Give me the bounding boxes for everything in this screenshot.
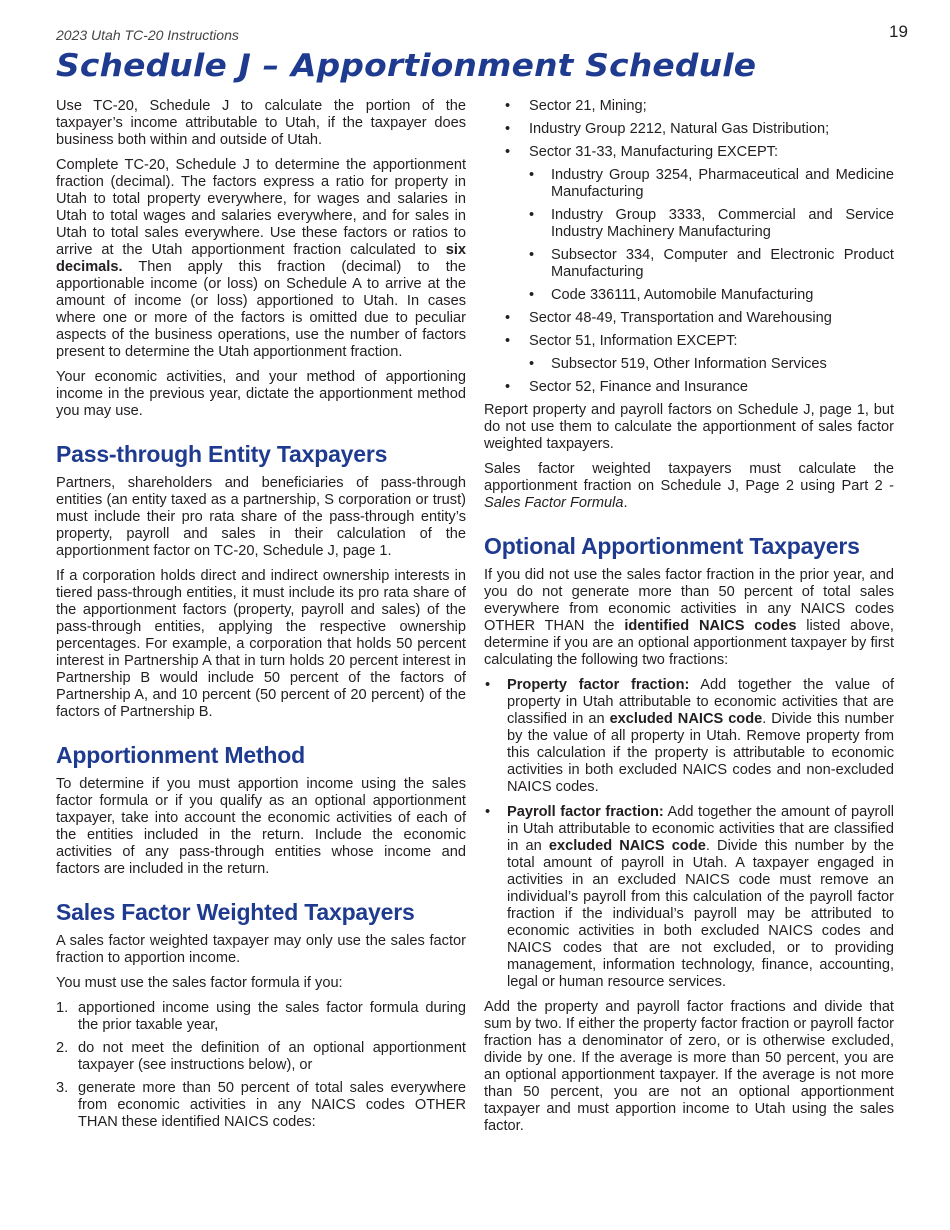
property-factor-item: • Property factor fraction: Add together the value of property in Utah attributable to economic activities that are classified in an excluded NAICS code. Divide this number by the value of all property in Utah. Remove property from this calculation if the property is attributable to economic activities in both excluded NAICS codes and non-excluded NAICS codes. — [484, 677, 894, 796]
report-paragraph-1: Report property and payroll factors on Schedule J, page 1, but do not use them to calculate the apportionment of sales factor weighted taxpayers. — [484, 402, 894, 452]
intro-paragraph-2: Complete TC-20, Schedule J to determine the apportionment fraction (decimal). The factors express a ratio for property in Utah to total property everywhere, for wages and salaries in Utah to total wages and salaries everywhere, and for sales in Utah to total sales everywhere. Use these factors or ratios to arrive at the Utah apportionment fraction calculated to six decimals. Then apply this fraction (decimal) to the apportionable income (or loss) on Schedule A to arrive at the amount of income (or loss) apportioned to Utah. In cases where one or more of the factors is omitted due to peculiar aspects of the business operations, use the number of factors present to determine the Utah apportionment fraction. — [56, 157, 466, 360]
list-item: • Subsector 519, Other Information Services — [484, 356, 894, 373]
list-item: • Subsector 334, Computer and Electronic Product Manufacturing — [484, 247, 894, 281]
sales-factor-conditions — [56, 1000, 466, 1131]
list-item: • Sector 51, Information EXCEPT: — [484, 333, 894, 350]
list-item: • Industry Group 3254, Pharmaceutical and Medicine Manufacturing — [484, 167, 894, 201]
page-title: Schedule J – Apportionment Schedule — [56, 48, 757, 84]
optional-paragraph-last: Add the property and payroll factor fractions and divide that sum by two. If either the property factor fraction or payroll factor fraction has a denominator of zero, or is otherwise excluded, divide by one. If the average is more than 50 percent, you are an optional apportionment taxpayer. If the average is not more than 50 percent, you are not an optional apportionment taxpayer and must apportion income to Utah using the sales factor. — [484, 999, 894, 1134]
list-item: 2. do not meet the definition of an optional apportionment taxpayer (see instructions below), or — [56, 1040, 466, 1073]
list-item: • Sector 48-49, Transportation and Warehousing — [484, 310, 894, 327]
pass-through-heading: Pass-through Entity Taxpayers — [56, 441, 388, 467]
payroll-factor-item: • Payroll factor fraction: Add together the amount of payroll in Utah attributable to economic activities that are classified in an excluded NAICS code. Divide this number by the total amount of payroll in Utah. A taxpayer engaged in activities in an excluded NAICS code must remove an individual’s payroll from this calculation of the payroll factor fraction if the individual’s payroll may be attributed to economic activities in both excluded NAICS codes and NAICS codes that are not excluded, or to providing management, information technology, finance, accounting, legal or human resource services. — [484, 804, 894, 991]
naics-code-list — [484, 98, 894, 396]
intro-paragraph-3: Your economic activities, and your method of apportioning income in the previous year, dictate the apportionment method you may use. — [56, 369, 466, 419]
list-item: • Industry Group 2212, Natural Gas Distribution; — [484, 121, 894, 138]
page-number: 19 — [889, 22, 908, 41]
left-column — [56, 98, 466, 1137]
pass-through-paragraph-2: If a corporation holds direct and indirect ownership interests in tiered pass-through entities, it must include its pro rata share of the apportionment factors (property, payroll and sales) of the pass-through entities, applying the respective ownership percentages. For example, a corporation that holds 50 percent interest in Partnership A that in turn holds 20 percent interest in Partnership B would include 50 percent of the factors of Partnership A, and 10 percent (50 percent of 20 percent) of the factors of Partnership B. — [56, 568, 466, 720]
apportionment-method-heading: Apportionment Method — [56, 742, 305, 768]
list-item: • Sector 21, Mining; — [484, 98, 894, 115]
fraction-list — [484, 677, 894, 991]
right-column — [484, 98, 894, 1143]
list-item: 3. generate more than 50 percent of total sales everywhere from economic activities in any NAICS codes OTHER THAN these identified NAICS codes: — [56, 1080, 466, 1130]
document-header: 2023 Utah TC-20 Instructions — [56, 27, 239, 43]
sales-factor-paragraph-2: You must use the sales factor formula if you: — [56, 975, 343, 991]
report-paragraph-2: Sales factor weighted taxpayers must calculate the apportionment fraction on Schedule J, Page 2 using Part 2 - Sales Factor Formula. — [484, 461, 894, 511]
optional-paragraph-1: If you did not use the sales factor fraction in the prior year, and you do not generate more than 50 percent of total sales everywhere from economic activities in any NAICS codes OTHER THAN the identified NAICS codes listed above, determine if you are an optional apportionment taxpayer by first calculating the following two fractions: — [484, 567, 894, 668]
sales-factor-heading: Sales Factor Weighted Taxpayers — [56, 899, 415, 925]
pass-through-paragraph-1: Partners, shareholders and beneficiaries of pass-through entities (an entity taxed as a partnership, S corporation or trust) must include their pro rata share of the pass-through entity’s property, payroll and sales in their calculation of the apportionment factor on TC-20, Schedule J, page 1. — [56, 475, 466, 559]
list-item: • Sector 31-33, Manufacturing EXCEPT: — [484, 144, 894, 161]
optional-apportionment-heading: Optional Apportionment Taxpayers — [484, 533, 860, 559]
six-decimals-emphasis: six decimals. — [56, 242, 466, 275]
sales-factor-paragraph-1: A sales factor weighted taxpayer may only use the sales factor fraction to apportion income. — [56, 933, 466, 966]
intro-paragraph-1: Use TC-20, Schedule J to calculate the portion of the taxpayer’s income attributable to Utah, if the taxpayer does business both within and outside of Utah. — [56, 98, 466, 148]
list-item: • Industry Group 3333, Commercial and Service Industry Machinery Manufacturing — [484, 207, 894, 241]
list-item: • Code 336111, Automobile Manufacturing — [484, 287, 894, 304]
list-item: 1. apportioned income using the sales factor formula during the prior taxable year, — [56, 1000, 466, 1033]
list-item: • Sector 52, Finance and Insurance — [484, 379, 894, 396]
apportionment-method-paragraph: To determine if you must apportion income using the sales factor formula or if you qualify as an optional apportionment taxpayer, take into account the economic activities of each of the entities included in the return. Include the economic activities of any pass-through entities whose income and factors are included in the return. — [56, 776, 466, 877]
